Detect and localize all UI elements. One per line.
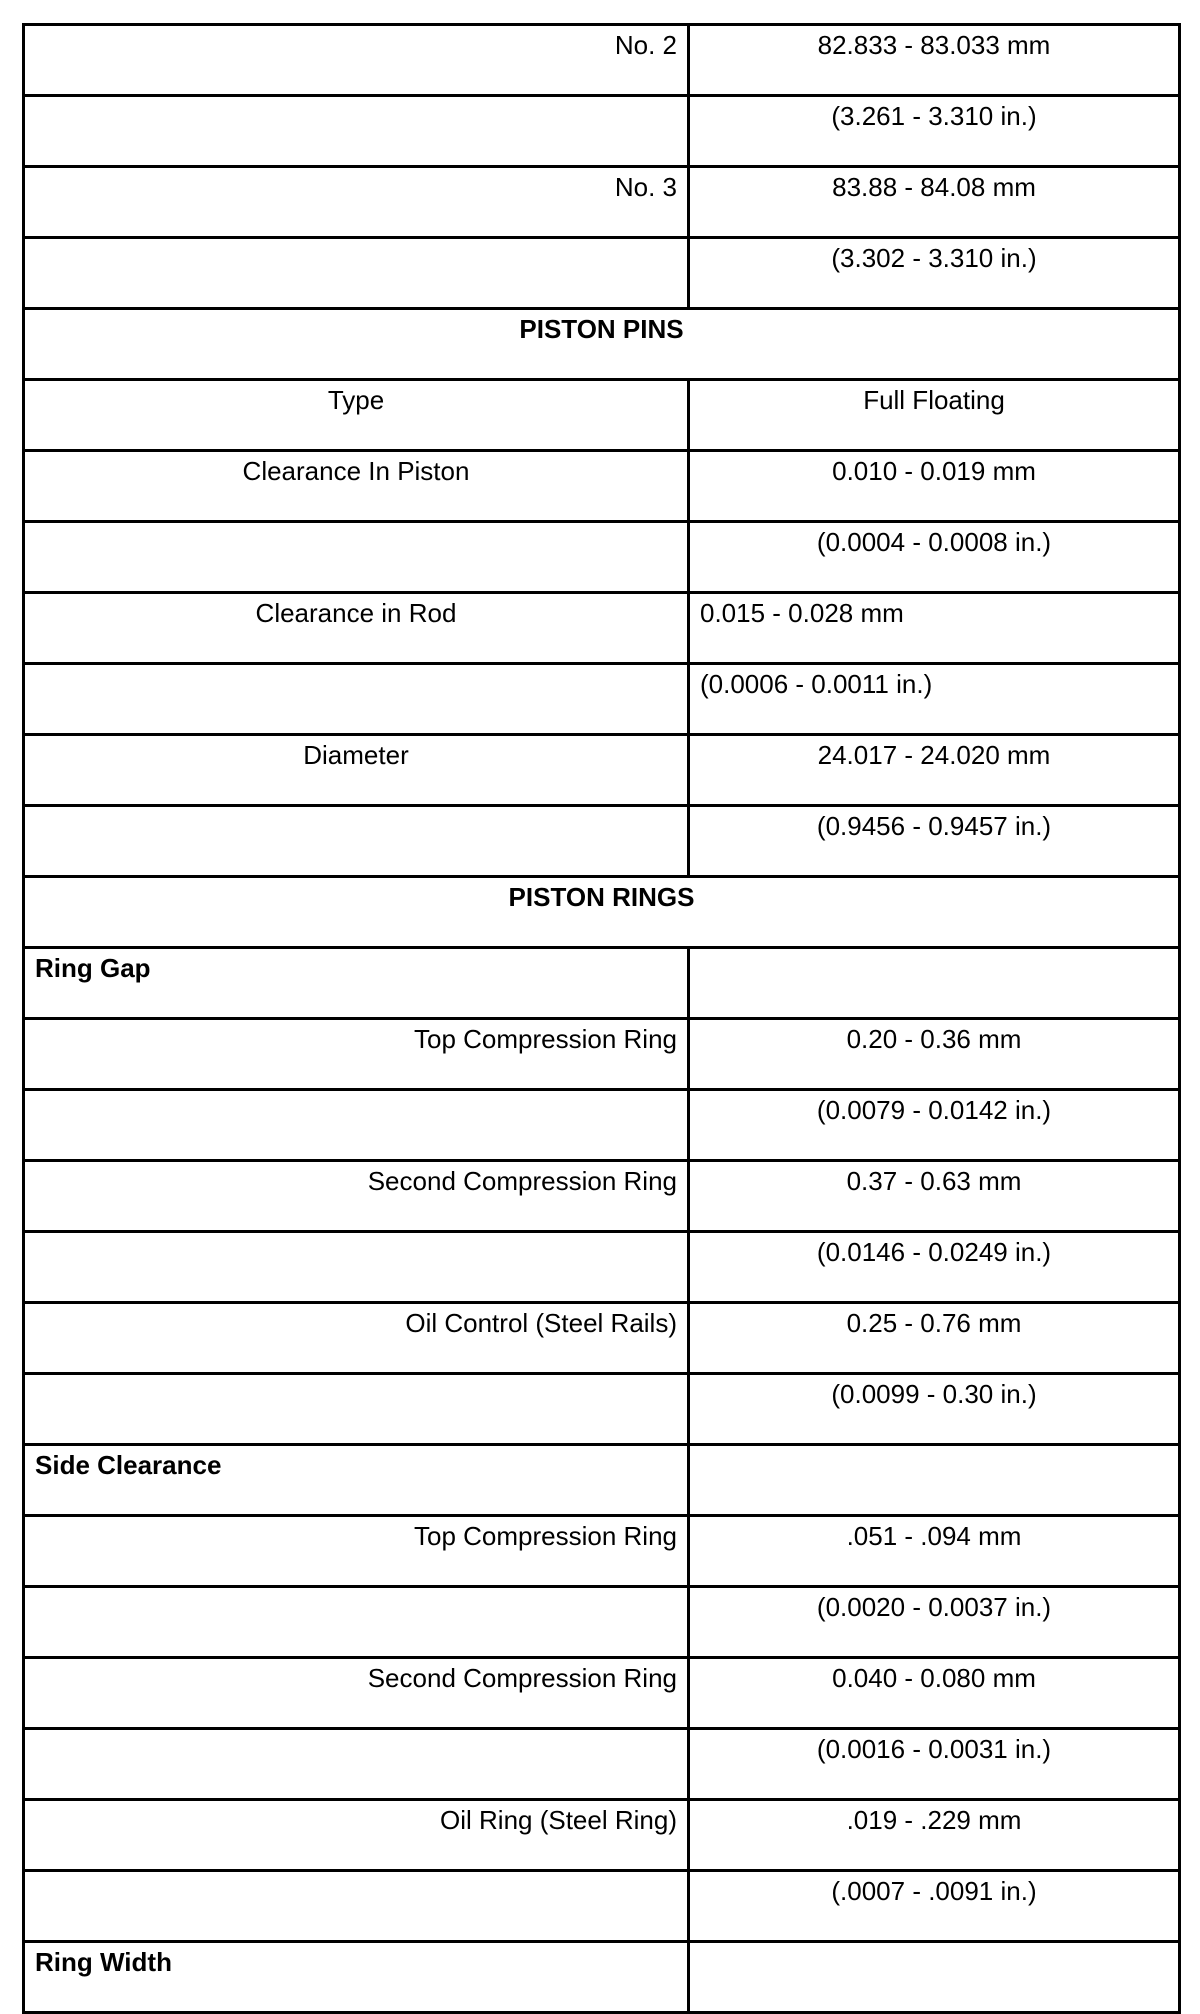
table-row — [24, 1019, 1180, 1090]
table-row — [24, 735, 1180, 806]
row-value: (0.0079 - 0.0142 in.) — [689, 1090, 1180, 1161]
row-value: (3.302 - 3.310 in.) — [689, 238, 1180, 309]
row-label — [24, 1587, 689, 1658]
row-value: (0.0099 - 0.30 in.) — [689, 1374, 1180, 1445]
row-label: Clearance in Rod — [24, 593, 689, 664]
row-value: 0.010 - 0.019 mm — [689, 451, 1180, 522]
table-row — [24, 806, 1180, 877]
section-heading-row — [24, 309, 1180, 380]
row-value: 24.017 - 24.020 mm — [689, 735, 1180, 806]
table-row — [24, 1303, 1180, 1374]
row-label — [24, 664, 689, 735]
row-label — [24, 1729, 689, 1800]
table-row — [24, 1161, 1180, 1232]
table-row — [24, 1942, 1180, 2013]
row-label — [24, 238, 689, 309]
row-label: Type — [24, 380, 689, 451]
row-label: No. 3 — [24, 167, 689, 238]
table-row — [24, 238, 1180, 309]
row-label: Side Clearance — [24, 1445, 689, 1516]
row-label — [24, 1090, 689, 1161]
row-label — [24, 1871, 689, 1942]
row-label: Clearance In Piston — [24, 451, 689, 522]
table-row — [24, 96, 1180, 167]
row-value: 0.015 - 0.028 mm — [689, 593, 1180, 664]
row-value: (0.0146 - 0.0249 in.) — [689, 1232, 1180, 1303]
row-value: 0.20 - 0.36 mm — [689, 1019, 1180, 1090]
table-row — [24, 1516, 1180, 1587]
row-value: (.0007 - .0091 in.) — [689, 1871, 1180, 1942]
table-row — [24, 1374, 1180, 1445]
row-label: Top Compression Ring — [24, 1516, 689, 1587]
row-label: Diameter — [24, 735, 689, 806]
row-value: 0.040 - 0.080 mm — [689, 1658, 1180, 1729]
row-label — [24, 522, 689, 593]
row-label: Oil Control (Steel Rails) — [24, 1303, 689, 1374]
row-value — [689, 1445, 1180, 1516]
table-row — [24, 1587, 1180, 1658]
row-label: Ring Gap — [24, 948, 689, 1019]
row-label: Ring Width — [24, 1942, 689, 2013]
table-row — [24, 1729, 1180, 1800]
row-value: Full Floating — [689, 380, 1180, 451]
row-label: Oil Ring (Steel Ring) — [24, 1800, 689, 1871]
row-value: .051 - .094 mm — [689, 1516, 1180, 1587]
row-label: Second Compression Ring — [24, 1161, 689, 1232]
row-label: Top Compression Ring — [24, 1019, 689, 1090]
row-value: 0.25 - 0.76 mm — [689, 1303, 1180, 1374]
row-value: (0.0006 - 0.0011 in.) — [689, 664, 1180, 735]
table-row — [24, 1800, 1180, 1871]
row-label — [24, 1232, 689, 1303]
row-label: Second Compression Ring — [24, 1658, 689, 1729]
row-value: (0.0004 - 0.0008 in.) — [689, 522, 1180, 593]
table-row — [24, 1090, 1180, 1161]
table-row — [24, 1658, 1180, 1729]
table-row — [24, 380, 1180, 451]
row-value — [689, 948, 1180, 1019]
row-value: 83.88 - 84.08 mm — [689, 167, 1180, 238]
spec-table — [22, 23, 1181, 2014]
table-row — [24, 948, 1180, 1019]
row-value: (0.9456 - 0.9457 in.) — [689, 806, 1180, 877]
table-row — [24, 593, 1180, 664]
row-value: .019 - .229 mm — [689, 1800, 1180, 1871]
row-label — [24, 1374, 689, 1445]
table-row — [24, 1232, 1180, 1303]
row-value: 82.833 - 83.033 mm — [689, 25, 1180, 96]
row-value: 0.37 - 0.63 mm — [689, 1161, 1180, 1232]
row-value: (3.261 - 3.310 in.) — [689, 96, 1180, 167]
table-row — [24, 664, 1180, 735]
section-heading: PISTON RINGS — [24, 877, 1180, 948]
row-label — [24, 806, 689, 877]
section-heading: PISTON PINS — [24, 309, 1180, 380]
row-value: (0.0020 - 0.0037 in.) — [689, 1587, 1180, 1658]
table-row — [24, 451, 1180, 522]
table-row — [24, 25, 1180, 96]
row-label: No. 2 — [24, 25, 689, 96]
table-row — [24, 522, 1180, 593]
table-row — [24, 167, 1180, 238]
row-value — [689, 1942, 1180, 2013]
row-value: (0.0016 - 0.0031 in.) — [689, 1729, 1180, 1800]
section-heading-row — [24, 877, 1180, 948]
table-row — [24, 1871, 1180, 1942]
table-row — [24, 1445, 1180, 1516]
row-label — [24, 96, 689, 167]
